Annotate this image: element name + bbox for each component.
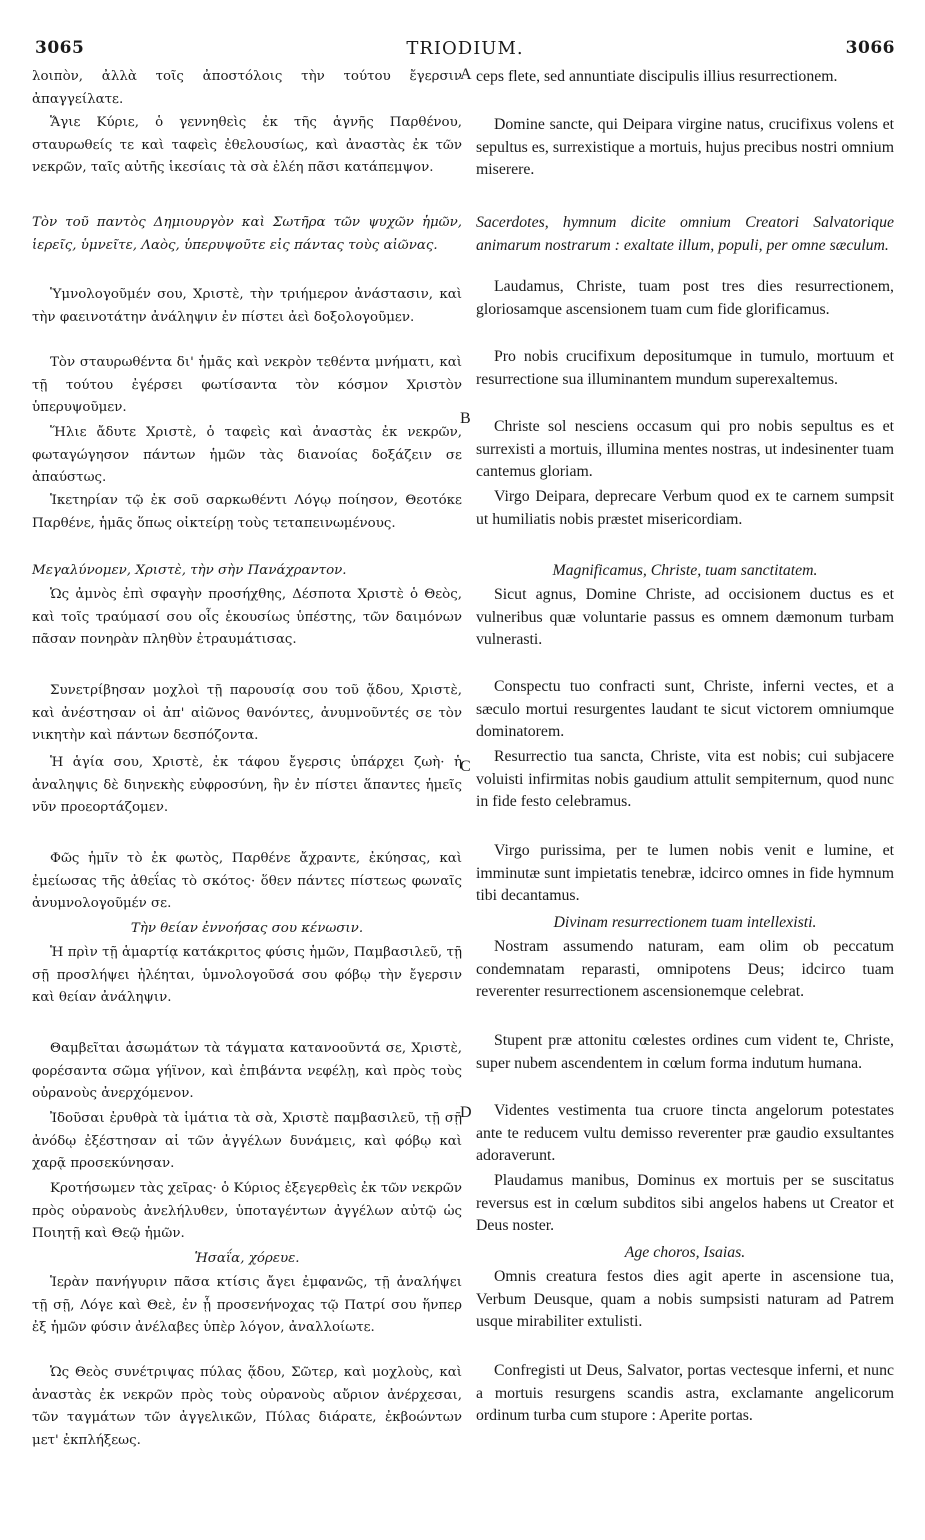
greek-paragraph: Ἡ πρὶν τῇ ἁμαρτίᾳ κατάκριτος φύσις ἡμῶν, Παμβασιλεῦ, τῇ σῇ προσλήψει ἠλέηται, ὑμνολογοῦσά σου φόβῳ τὴν ἔγερσιν καὶ θείαν ἀνάληψιν. — [32, 945, 462, 1006]
greek-paragraph: Ἥλιε ἄδυτε Χριστὲ, ὁ ταφεὶς καὶ ἀναστὰς ἐκ νεκρῶν, φωταγώγησον πάντων ἡμῶν τὰς διανοίας δοξάζειν σε ἀπαύστως. — [32, 425, 462, 486]
greek-heading: Τὴν θείαν ἐννοήσας σου κένωσιν. — [130, 921, 364, 936]
section-marker-a: A — [460, 66, 472, 83]
page-header — [35, 38, 895, 62]
latin-heading: Sacerdotes, hymnum dicite omnium Creatori Salvatorique animarum nostrarum : exaltate illum, populi, per omne sæculum. — [476, 214, 894, 254]
greek-paragraph: Ὡς Θεὸς συνέτριψας πύλας ᾅδου, Σῶτερ, καὶ μοχλοὺς, καὶ ἀναστὰς ἐκ νεκρῶν πρὸς τοὺς οὐρανοὺς αὔριον ἀνέρχεσαι, τῶν ταγμάτων τῶν ἀγγελικῶν, Πύλας διάρατε, ἐκβοώντων μετ' ἐκπλήξεως. — [32, 1365, 462, 1448]
latin-paragraph: Laudamus, Christe, tuam post tres dies resurrectionem, gloriosamque ascensionem tuam cum fide glorificamus. — [476, 278, 894, 318]
section-marker-c: C — [460, 758, 471, 775]
page-number-right: 3066 — [845, 38, 895, 58]
latin-paragraph: Plaudamus manibus, Dominus ex mortuis per se suscitatus reversus est in cœlum subditos sibi angelos habens ut Creator et Deus noster. — [476, 1172, 894, 1235]
greek-paragraph: Ἱκετηρίαν τῷ ἐκ σοῦ σαρκωθέντι Λόγῳ ποίησον, Θεοτόκε Παρθένε, ἡμᾶς ὅπως οἰκτείρῃ τοὺς τεταπεινωμένους. — [32, 493, 462, 531]
latin-paragraph: ceps flete, sed annuntiate discipulis illius resurrectionem. — [476, 68, 838, 85]
greek-paragraph: Ὡς ἀμνὸς ἐπὶ σφαγὴν προσήχθης, Δέσποτα Χριστὲ ὁ Θεὸς, καὶ τοῖς τραύμασί σου οἷς ἑκουσίως ὑπέστης, τῶν δαιμόνων πᾶσαν πονηρὰν πληθὺν ἐτραυμάτισας. — [32, 587, 462, 648]
greek-paragraph: Ἡ ἁγία σου, Χριστὲ, ἐκ τάφου ἔγερσις ὑπάρχει ζωὴ· ἡ ἀναληψις δὲ διηνεκὴς εὐφροσύνη, ἣν ἐν πίστει ἅπαντες ἡμεῖς νῦν προεορτάζομεν. — [32, 755, 462, 816]
latin-paragraph: Sicut agnus, Domine Christe, ad occisionem ductus es et vulneribus quæ voluntarie passus es omnem dæmonum turbam vulnerasti. — [476, 586, 894, 649]
greek-paragraph: Ἰδοῦσαι ἐρυθρὰ τὰ ἱμάτια τὰ σὰ, Χριστὲ παμβασιλεῦ, τῇ σῇ ἀνόδῳ ἐξέστησαν αἱ τῶν ἀγγέλων δυνάμεις, καὶ φόβῳ καὶ χαρᾷ προσεκύνησαν. — [32, 1111, 462, 1172]
latin-paragraph: Omnis creatura festos dies agit aperte in ascensione tua, Verbum Deusque, quam a nobis sumpsisti naturam ad Patrem usque mirabiliter extulisti. — [476, 1268, 894, 1331]
page-number-left: 3065 — [35, 38, 85, 58]
running-title: TRIODIUM. — [406, 38, 524, 59]
latin-heading: Magnificamus, Christe, tuam sanctitatem. — [552, 562, 818, 579]
latin-heading: Divinam resurrectionem tuam intellexisti. — [553, 914, 817, 931]
latin-paragraph: Conspectu tuo confracti sunt, Christe, inferni vectes, et a sæculo mortui resurgentes laudant te sicut victorem omniumque dominatorem. — [476, 678, 894, 741]
latin-paragraph: Pro nobis crucifixum depositumque in tumulo, mortuum et resurrectione sua illuminantem mundum superexaltemus. — [476, 348, 894, 388]
greek-heading: Τὸν τοῦ παντὸς Δημιουργὸν καὶ Σωτῆρα τῶν ψυχῶν ἡμῶν, ἱερεῖς, ὑμνεῖτε, Λαὸς, ὑπερυψοῦτε εἰς πάντας τοὺς αἰῶνας. — [32, 215, 462, 253]
latin-paragraph: Stupent præ attonitu cœlestes ordines cum vident te, Christe, super nubem ascendentem in cœlum forma indutum humana. — [476, 1032, 894, 1072]
greek-paragraph: λοιπὸν, ἀλλὰ τοῖς ἀποστόλοις τὴν τούτου ἔγερσιν ἀπαγγείλατε. — [32, 69, 462, 107]
greek-paragraph: Ἅγιε Κύριε, ὁ γεννηθεὶς ἐκ τῆς ἁγνῆς Παρθένου, σταυρωθείς τε καὶ ταφεὶς ἐθελουσίως, καὶ ἀναστὰς ἐκ τῶν νεκρῶν, ταῖς αὐτῆς ἱκεσίαις τὰ σὰ ἐλέη πᾶσι κατάπεμψον. — [32, 115, 462, 176]
latin-paragraph: Videntes vestimenta tua cruore tincta angelorum potestates ante te reducem vultu demisso reverenter præ gaudio exsultantes adoraverunt. — [476, 1102, 894, 1165]
latin-paragraph: Domine sancte, qui Deipara virgine natus, crucifixus volens et sepultus es, surrexistique a mortuis, hujus precibus nostri omnium miserere. — [476, 116, 894, 179]
greek-heading: Μεγαλύνομεν, Χριστὲ, τὴν σὴν Πανάχραντον. — [32, 563, 347, 578]
greek-paragraph: Ἱερὰν πανήγυριν πᾶσα κτίσις ἄγει ἐμφανῶς, τῇ ἀναλήψει τῇ σῇ, Λόγε καὶ Θεὲ, ἐν ᾗ προσενήνοχας τῷ Πατρί σου ἥνπερ ἐξ ἡμῶν φύσιν ἀνέλαβες ὑπὲρ λόγον, ἀναλλοίωτε. — [32, 1275, 462, 1336]
greek-paragraph: Κροτήσωμεν τὰς χεῖρας· ὁ Κύριος ἐξεγερθεὶς ἐκ τῶν νεκρῶν πρὸς οὐρανοὺς ἀνελήλυθεν, ὑποταγέντων ἀγγέλων αὐτῷ ὡς Ποιητῇ καὶ Θεῷ ἡμῶν. — [32, 1181, 462, 1242]
latin-paragraph: Confregisti ut Deus, Salvator, portas vectesque inferni, et nunc a mortuis resurgens scandis astra, exclamante angelicorum ordinum turba cum stupore : Aperite portas. — [476, 1362, 894, 1425]
greek-heading: Ἡσαΐα, χόρευε. — [194, 1251, 300, 1266]
greek-paragraph: Συνετρίβησαν μοχλοὶ τῇ παρουσίᾳ σου τοῦ ᾅδου, Χριστὲ, καὶ ἀνέστησαν οἱ ἀπ' αἰῶνος θανόντες, ἀνυμνοῦντές σε τὸν νικητὴν καὶ πάντων δεσπόζοντα. — [32, 683, 462, 744]
latin-paragraph: Virgo purissima, per te lumen nobis venit e lumine, et imminutæ sunt impietatis tenebræ, idcirco omnes in fide hymnum tibi decantamus. — [476, 842, 894, 905]
greek-paragraph: Θαμβεῖται ἀσωμάτων τὰ τάγματα κατανοοῦντά σε, Χριστὲ, φορέσαντα σῶμα γήϊνον, καὶ ἐπιβάντα νεφέλῃ, καὶ πρὸς τοὺς οὐρανοὺς ἀνερχόμενον. — [32, 1041, 462, 1102]
latin-paragraph: Christe sol nesciens occasum qui pro nobis sepultus es et surrexisti a mortuis, illumina mentes nostras, ut indesinenter tuam cantemus gloriam. — [476, 418, 894, 481]
greek-paragraph: Τὸν σταυρωθέντα δι' ἡμᾶς καὶ νεκρὸν τεθέντα μνήματι, καὶ τῇ τούτου ἐγέρσει φωτίσαντα τὸν κόσμον Χριστὸν ὑπερυψοῦμεν. — [32, 355, 462, 416]
latin-heading: Age choros, Isaias. — [624, 1244, 746, 1261]
section-marker-b: B — [460, 410, 471, 427]
greek-paragraph: Ὑμνολογοῦμέν σου, Χριστὲ, τὴν τριήμερον ἀνάστασιν, καὶ τὴν φαεινοτάτην ἀνάληψιν ἐν πίστει ἀεὶ δοξολογοῦμεν. — [32, 287, 462, 325]
latin-paragraph: Resurrectio tua sancta, Christe, vita est nobis; cui subjacere voluisti infirmitas nobis gaudium attulit sempiternum, quod nunc in fide festo celebramus. — [476, 748, 894, 811]
latin-paragraph: Nostram assumendo naturam, eam olim ob peccatum condemnatam reparasti, omnipotens Deus; idcirco tuam reverenter resurrectionem ascensionemque celebrat. — [476, 938, 894, 1001]
greek-paragraph: Φῶς ἡμῖν τὸ ἐκ φωτὸς, Παρθένε ἄχραντε, ἐκύησας, καὶ ἐμείωσας τῆς ἀθεΐας τὸ σκότος· ὅθεν πάντες πίστεως φωναῖς ἀνυμνολογοῦμέν σε. — [32, 851, 462, 912]
latin-paragraph: Virgo Deipara, deprecare Verbum quod ex te carnem sumpsit ut humiliatis nobis præstet misericordiam. — [476, 488, 894, 528]
section-marker-d: D — [460, 1104, 472, 1121]
